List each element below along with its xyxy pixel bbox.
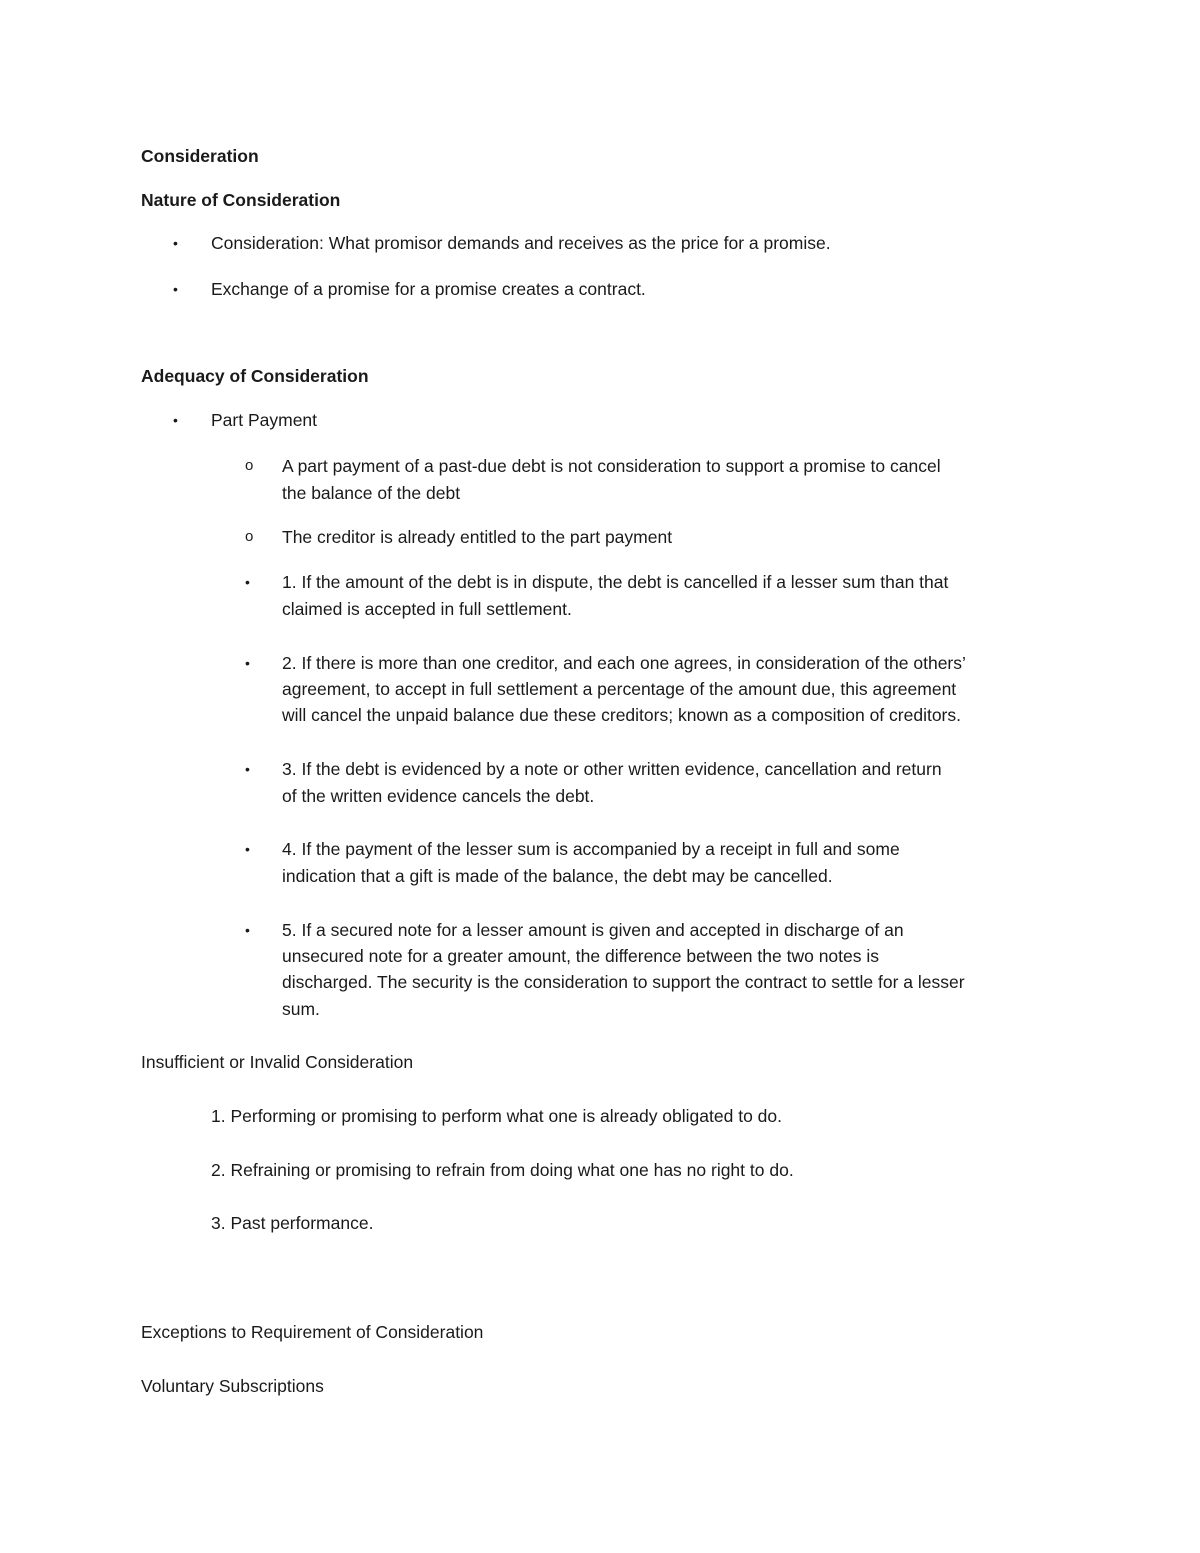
- exception-item-line: 3. If the debt is evidenced by a note or other written evidence, cancellation and return: [282, 759, 942, 779]
- sub-list-item-line: A part payment of a past-due debt is not consideration to support a promise to cancel: [282, 456, 941, 476]
- exception-item-line: agreement, to accept in full settlement a percentage of the amount due, this agreement: [282, 679, 957, 699]
- exception-item-line: 4. If the payment of the lesser sum is accompanied by a receipt in full and some: [282, 839, 900, 859]
- exception-item-line: 2. If there is more than one creditor, and each one agrees, in consideration of the others’: [282, 653, 966, 673]
- numbered-item: 2. Refraining or promising to refrain from doing what one has no right to do.: [211, 1160, 794, 1180]
- exception-item-line: will cancel the unpaid balance due these creditors; known as a composition of creditors.: [282, 705, 961, 725]
- sub-list-item-line: The creditor is already entitled to the part payment: [282, 527, 673, 547]
- exception-item-line: 5. If a secured note for a lesser amount is given and accepted in discharge of an: [282, 920, 904, 940]
- list-item-part-payment: Part Payment: [211, 410, 318, 430]
- section-heading-insufficient: Insufficient or Invalid Consideration: [141, 1052, 414, 1072]
- bullet-icon: •: [173, 281, 178, 297]
- exception-item-line: discharged. The security is the consideration to support the contract to settle for a lesser: [282, 972, 965, 992]
- list-item: Consideration: What promisor demands and receives as the price for a promise.: [211, 233, 831, 253]
- bullet-icon: •: [173, 235, 178, 251]
- bullet-icon: •: [245, 655, 250, 671]
- bullet-icon: •: [245, 922, 250, 938]
- bullet-icon: •: [245, 574, 250, 590]
- bullet-icon: •: [245, 761, 250, 777]
- bullet-icon: •: [173, 412, 178, 428]
- exception-item-line: sum.: [282, 999, 320, 1019]
- sub-bullet-icon: o: [245, 457, 254, 474]
- section-heading-exceptions: Exceptions to Requirement of Consideration: [141, 1322, 484, 1342]
- document-title: Consideration: [141, 146, 259, 166]
- numbered-item: 3. Past performance.: [211, 1213, 374, 1233]
- bullet-icon: •: [245, 841, 250, 857]
- exception-item-line: unsecured note for a greater amount, the difference between the two notes is: [282, 946, 879, 966]
- exception-item-line: claimed is accepted in full settlement.: [282, 599, 572, 619]
- sub-bullet-icon: o: [245, 528, 254, 545]
- exception-item-line: of the written evidence cancels the debt.: [282, 786, 595, 806]
- exception-item-line: 1. If the amount of the debt is in dispute, the debt is cancelled if a lesser sum than that: [282, 572, 949, 592]
- list-item: Exchange of a promise for a promise creates a contract.: [211, 279, 646, 299]
- sub-list-item-line: the balance of the debt: [282, 483, 461, 503]
- section-heading-voluntary: Voluntary Subscriptions: [141, 1376, 324, 1396]
- numbered-item: 1. Performing or promising to perform what one is already obligated to do.: [211, 1106, 782, 1126]
- exception-item-line: indication that a gift is made of the balance, the debt may be cancelled.: [282, 866, 833, 886]
- section-heading-adequacy: Adequacy of Consideration: [141, 366, 369, 386]
- section-heading-nature: Nature of Consideration: [141, 190, 341, 210]
